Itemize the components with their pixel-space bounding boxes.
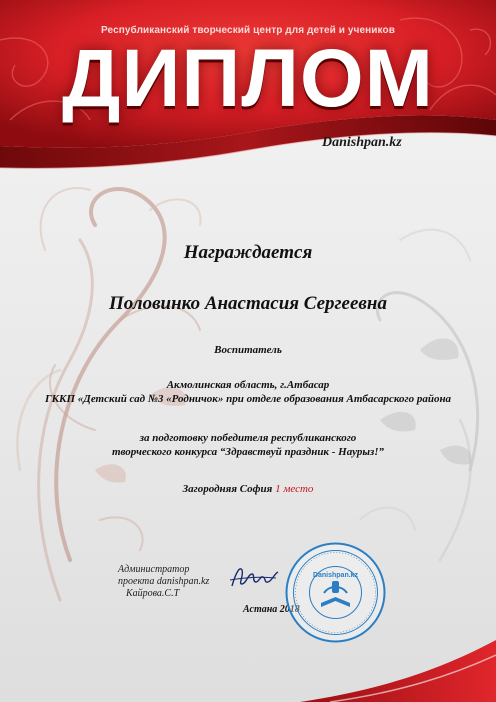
awarded-label: Награждается	[183, 242, 313, 263]
recipient-role: Воспитатель	[214, 344, 282, 356]
admin-name: Кайрова.С.Т	[126, 588, 180, 599]
signature	[228, 562, 280, 592]
award-reason-line-1: за подготовку победителя республиканского	[139, 432, 357, 444]
admin-title: Администратор	[118, 564, 190, 575]
organization-header: Республиканский творческий центр для детей и учеников	[101, 25, 395, 36]
stamp-center-text: Danishpan.kz	[312, 572, 359, 579]
recipient-region: Акмолинская область, г.Атбасар	[166, 379, 330, 391]
website-label: Danishpan.kz	[322, 135, 402, 150]
award-reason-line-2: творческого конкурса “Здравствуй праздник - Наурыз!”	[111, 446, 385, 458]
winner-place: 1 место	[275, 483, 314, 495]
admin-project: проекта danishpan.kz	[118, 576, 210, 587]
winner-name: Загородняя София	[182, 483, 273, 495]
city-year: Астана 2018	[243, 604, 300, 615]
recipient-organization: ГККП «Детский сад №3 «Родничок» при отделе образования Атбасарского района	[44, 393, 452, 405]
stamp	[284, 541, 387, 644]
recipient-name: Половинко Анастасия Сергеевна	[109, 293, 387, 314]
winner-line	[0, 483, 496, 495]
administrator-block	[118, 564, 230, 600]
diploma-title: ДИПЛОМ	[62, 33, 434, 124]
